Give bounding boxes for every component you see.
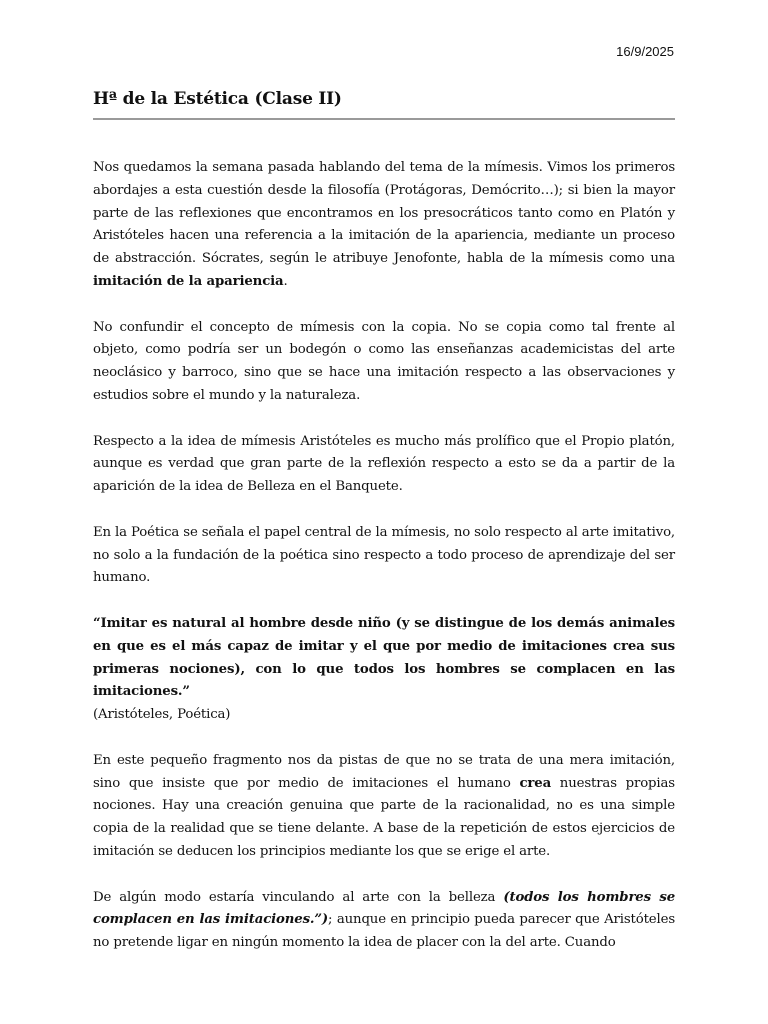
document-body	[93, 157, 675, 978]
quote-citation: (Aristóteles, Poética)	[93, 707, 231, 723]
paragraph-1-emphasis: imitación de la apariencia	[93, 273, 284, 289]
paragraph-6-end: ; aunque en principio pueda parecer que Aristóteles no pretende ligar en ningún momento la idea de placer con la del arte. Cuando	[93, 912, 675, 951]
paragraph-1	[93, 157, 675, 294]
block-quote	[93, 613, 675, 727]
paragraph-4: En la Poética se señala el papel central de la mímesis, no solo respecto al arte imitativo, no solo a la fundación de la poética sino respecto a todo proceso de aprendizaje del ser humano.	[93, 524, 676, 586]
paragraph-1-text: Nos quedamos la semana pasada hablando del tema de la mímesis. Vimos los primeros abordajes a esta cuestión desde la filosofía (Protágoras, Demócrito…); si bien la mayor parte de las reflexiones que encontramos en los presocráticos tanto como en Platón y Aristóteles hacen una referencia a la imitación de la apariencia, mediante un proceso de abstracción. Sócrates, según le atribuye Jenofonte, habla de la mímesis como una	[93, 160, 675, 267]
paragraph-2: No confundir el concepto de mímesis con la copia. No se copia como tal frente al objeto, como podría ser un bodegón o como las enseñanzas academicistas del arte neoclásico y barroco, sino que se hace una imitación respecto a las observaciones y estudios sobre el mundo y la naturaleza.	[93, 319, 675, 403]
paragraph-6	[93, 887, 675, 955]
quote-text: “Imitar es natural al hombre desde niño (y se distingue de los demás animales en que es el más capaz de imitar y el que por medio de imitaciones crea sus primeras nociones), con lo que todos los hombres se complacen en las imitaciones.”	[93, 615, 675, 700]
paragraph-1-end: .	[283, 273, 288, 289]
paragraph-5-end: nuestras propias nociones. Hay una creación genuina que parte de la racionalidad, no es una simple copia de la realidad que se tiene delante. A base de la repetición de estos ejercicios de imitación se deducen los principios mediante los que se erige el arte.	[93, 775, 675, 859]
title-divider	[93, 118, 675, 120]
document-title: Hª de la Estética (Clase II)	[93, 89, 342, 109]
paragraph-6-text: De algún modo estaría vinculando al arte con la belleza	[93, 889, 504, 905]
paragraph-5-text: En este pequeño fragmento nos da pistas de que no se trata de una mera imitación, sino que insiste que por medio de imitaciones el humano	[93, 752, 675, 791]
paragraph-3: Respecto a la idea de mímesis Aristóteles es mucho más prolífico que el Propio platón, aunque es verdad que gran parte de la reflexión respecto a esto se da a partir de la aparición de la idea de Belleza en el Banquete.	[93, 433, 675, 495]
paragraph-5	[93, 750, 675, 864]
paragraph-6-emphasis: (todos los hombres se complacen en las imitaciones.”)	[93, 889, 675, 928]
document-date: 16/9/2025	[616, 44, 674, 59]
paragraph-5-emphasis: crea	[519, 775, 552, 791]
